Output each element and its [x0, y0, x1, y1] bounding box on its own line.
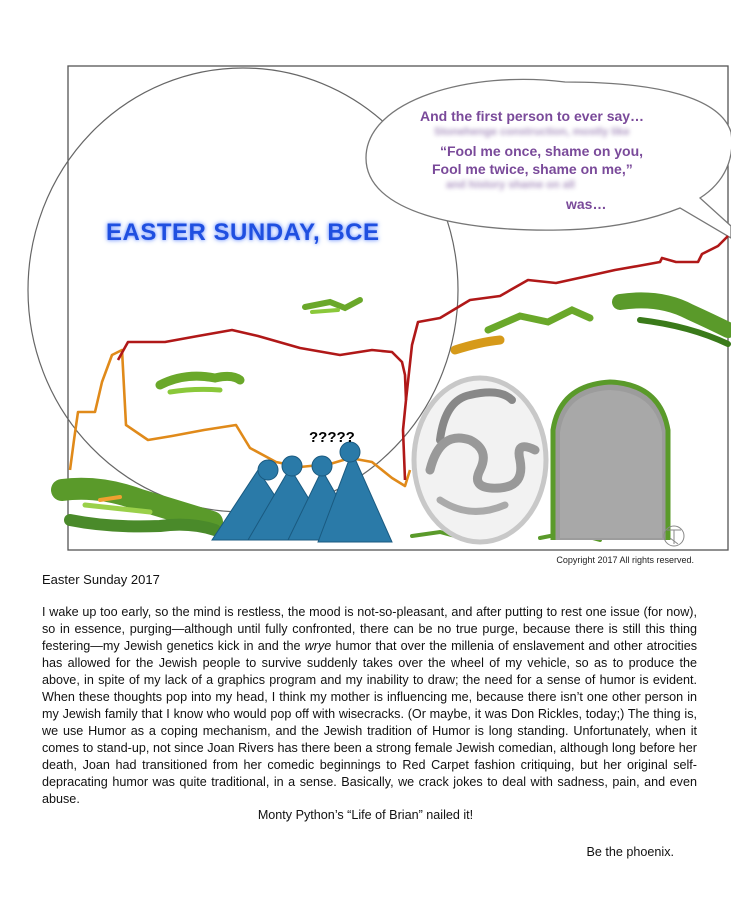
cartoon-headline: EASTER SUNDAY, BCE — [106, 219, 380, 246]
closing-line: Be the phoenix. — [586, 845, 674, 859]
speech-line-1: And the first person to ever say… — [420, 108, 645, 124]
orange-ridge — [70, 350, 410, 486]
tomb-entrance — [553, 382, 668, 540]
body-paragraph — [42, 604, 697, 808]
paragraph-emphasis: wrye — [304, 639, 332, 653]
monty-python-line: Monty Python’s “Life of Brian” nailed it! — [257, 808, 474, 822]
speech-blur-2: and history shame on all — [446, 179, 575, 191]
speech-blur-1: Stonehenge construction, mostly like — [434, 126, 630, 138]
speech-line-4: was… — [566, 196, 607, 212]
speech-line-2: “Fool me once, shame on you, — [440, 143, 644, 159]
doc-title: Easter Sunday 2017 — [42, 572, 160, 587]
red-ridge-right — [406, 236, 728, 400]
question-marks: ????? — [309, 429, 355, 446]
copyright-notice: Copyright 2017 All rights reserved. — [556, 555, 694, 565]
paragraph-part-1: I wake up too early, so the mind is restless, the mood is not-so-pleasant, and after putting to rest one issue (for now), so in essence, purging—although until fully confronted, there can be no true purge, because there is still this thing festering—my Jewish genetics kick in and the — [42, 605, 697, 653]
speech-line-3: Fool me twice, shame on me,” — [432, 161, 633, 177]
tomb-boulder — [414, 378, 546, 542]
paragraph-part-2: humor that over the millenia of enslavement and other atrocities has allowed for the Jewish people to survive suddenly takes over the wheel of my vehicle, so as to produce the above, in spite of my lack of a graphics program and my inability to draw; the need for a sense of humor is evident. When these thoughts pop into my head, I think my mother is influencing me, because there isn’t one other person in my Jewish family that I know who would pop off with wisecracks. (Or maybe, it was Don Rickles, today;) The thing is, we use Humor as a coping mechanism, and the Jewish tradition of Humor is long standing. Unfortunately, when it comes to stand-up, not since Joan Rivers has there been a strong female Jewish comedian, although long before her death, Joan had transitioned from her comedic beginnings to Red Carpet fashion critiquing, but her original self-depracating humor was quite traditional, in a sense. Basically, we crack jokes to deal with sadness, pain, and even abuse. — [42, 639, 697, 806]
red-ridge-left — [118, 330, 406, 480]
crowd-figures — [212, 442, 392, 542]
